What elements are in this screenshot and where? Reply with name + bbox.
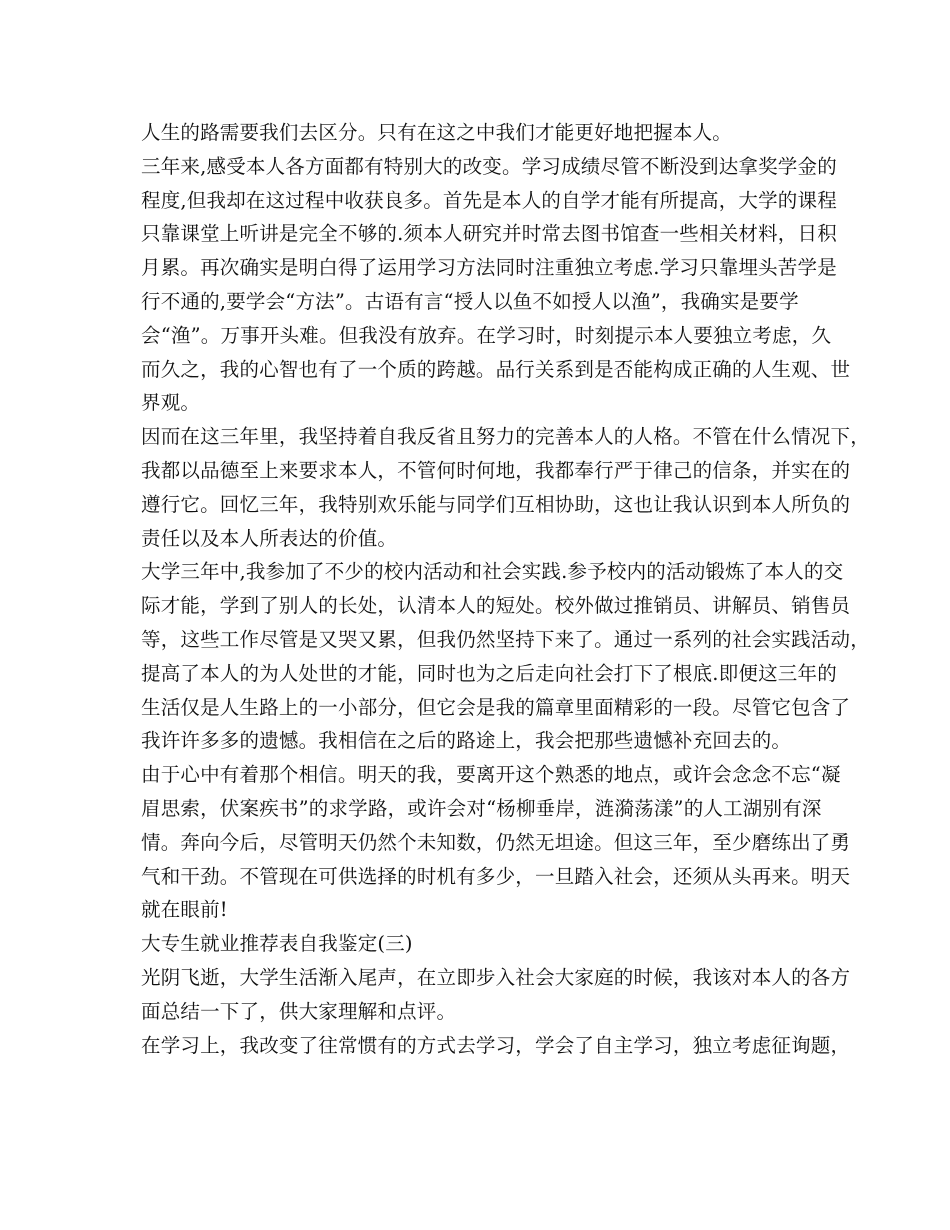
text-line: 人生的路需要我们去区分。只有在这之中我们才能更好地把握本人。	[141, 121, 733, 144]
text-line: 遵行它。回忆三年，我特别欢乐能与同学们互相协助，这也让我认识到本人所负的	[141, 492, 851, 516]
text-line: 而久之，我的心智也有了一个质的跨越。品行关系到是否能构成正确的人生观、世	[141, 357, 851, 381]
text-line: 只靠课堂上听讲是完全不够的.须本人研究并时常去图书馆查一些相关材料，日积	[141, 222, 837, 246]
text-line: 际才能，学到了别人的长处，认清本人的短处。校外做过推销员、讲解员、销售员	[141, 594, 851, 618]
text-line: 等，这些工作尽管是又哭又累，但我仍然坚持下来了。通过一系列的社会实践活动，	[141, 627, 870, 651]
text-line: 眉思索，伏案疾书”的求学路，或许会对“杨柳垂岸，涟漪荡漾”的人工湖别有深	[141, 796, 822, 820]
text-line: 行不通的,要学会“方法”。古语有言“授人以鱼不如授人以渔”，我确实是要学	[141, 289, 799, 313]
text-line: 由于心中有着那个相信。明天的我，要离开这个熟悉的地点，或许会念念不忘“凝	[141, 763, 841, 787]
document-body	[141, 116, 870, 1062]
text-line: 三年来,感受本人各方面都有特别大的改变。学习成绩尽管不断没到达拿奖学金的	[141, 154, 837, 178]
text-line: 因而在这三年里，我坚持着自我反省且努力的完善本人的人格。不管在什么情况下，	[141, 425, 870, 449]
text-line: 面总结一下了，供大家理解和点评。	[141, 999, 457, 1023]
text-line: 光阴飞逝，大学生活渐入尾声，在立即步入社会大家庭的时候，我该对本人的各方	[141, 965, 851, 989]
text-line: 生活仅是人生路上的一小部分，但它会是我的篇章里面精彩的一段。尽管它包含了	[141, 695, 851, 719]
text-line: 责任以及本人所表达的价值。	[141, 526, 398, 550]
text-line: 会“渔”。万事开头难。但我没有放弃。在学习时，时刻提示本人要独立考虑，久	[141, 323, 832, 347]
text-line: 我都以品德至上来要求本人，不管何时何地，我都奉行严于律己的信条，并实在的	[141, 458, 851, 482]
text-line: 在学习上，我改变了往常惯有的方式去学习，学会了自主学习，独立考虑征询题，	[141, 1033, 851, 1057]
text-line: 月累。再次确实是明白得了运用学习方法同时注重独立考虑.学习只靠埋头苦学是	[141, 256, 837, 280]
text-line: 就在眼前!	[141, 898, 228, 922]
section-heading: 大专生就业推荐表自我鉴定(三)	[141, 932, 413, 956]
text-line: 我许许多多的遗憾。我相信在之后的路途上，我会把那些遗憾补充回去的。	[141, 729, 792, 753]
text-line: 提高了本人的为人处世的才能，同时也为之后走向社会打下了根底.即便这三年的	[141, 661, 837, 685]
text-line: 大学三年中,我参加了不少的校内活动和社会实践.参予校内的活动锻炼了本人的交	[141, 560, 844, 584]
text-line: 气和干劲。不管现在可供选择的时机有多少，一旦踏入社会，还须从头再来。明天	[141, 864, 851, 888]
text-line: 界观。	[141, 391, 201, 415]
text-line: 情。奔向今后，尽管明天仍然个未知数，仍然无坦途。但这三年，至少磨练出了勇	[141, 830, 851, 854]
text-line: 程度,但我却在这过程中收获良多。首先是本人的自学才能有所提高，大学的课程	[141, 188, 837, 212]
